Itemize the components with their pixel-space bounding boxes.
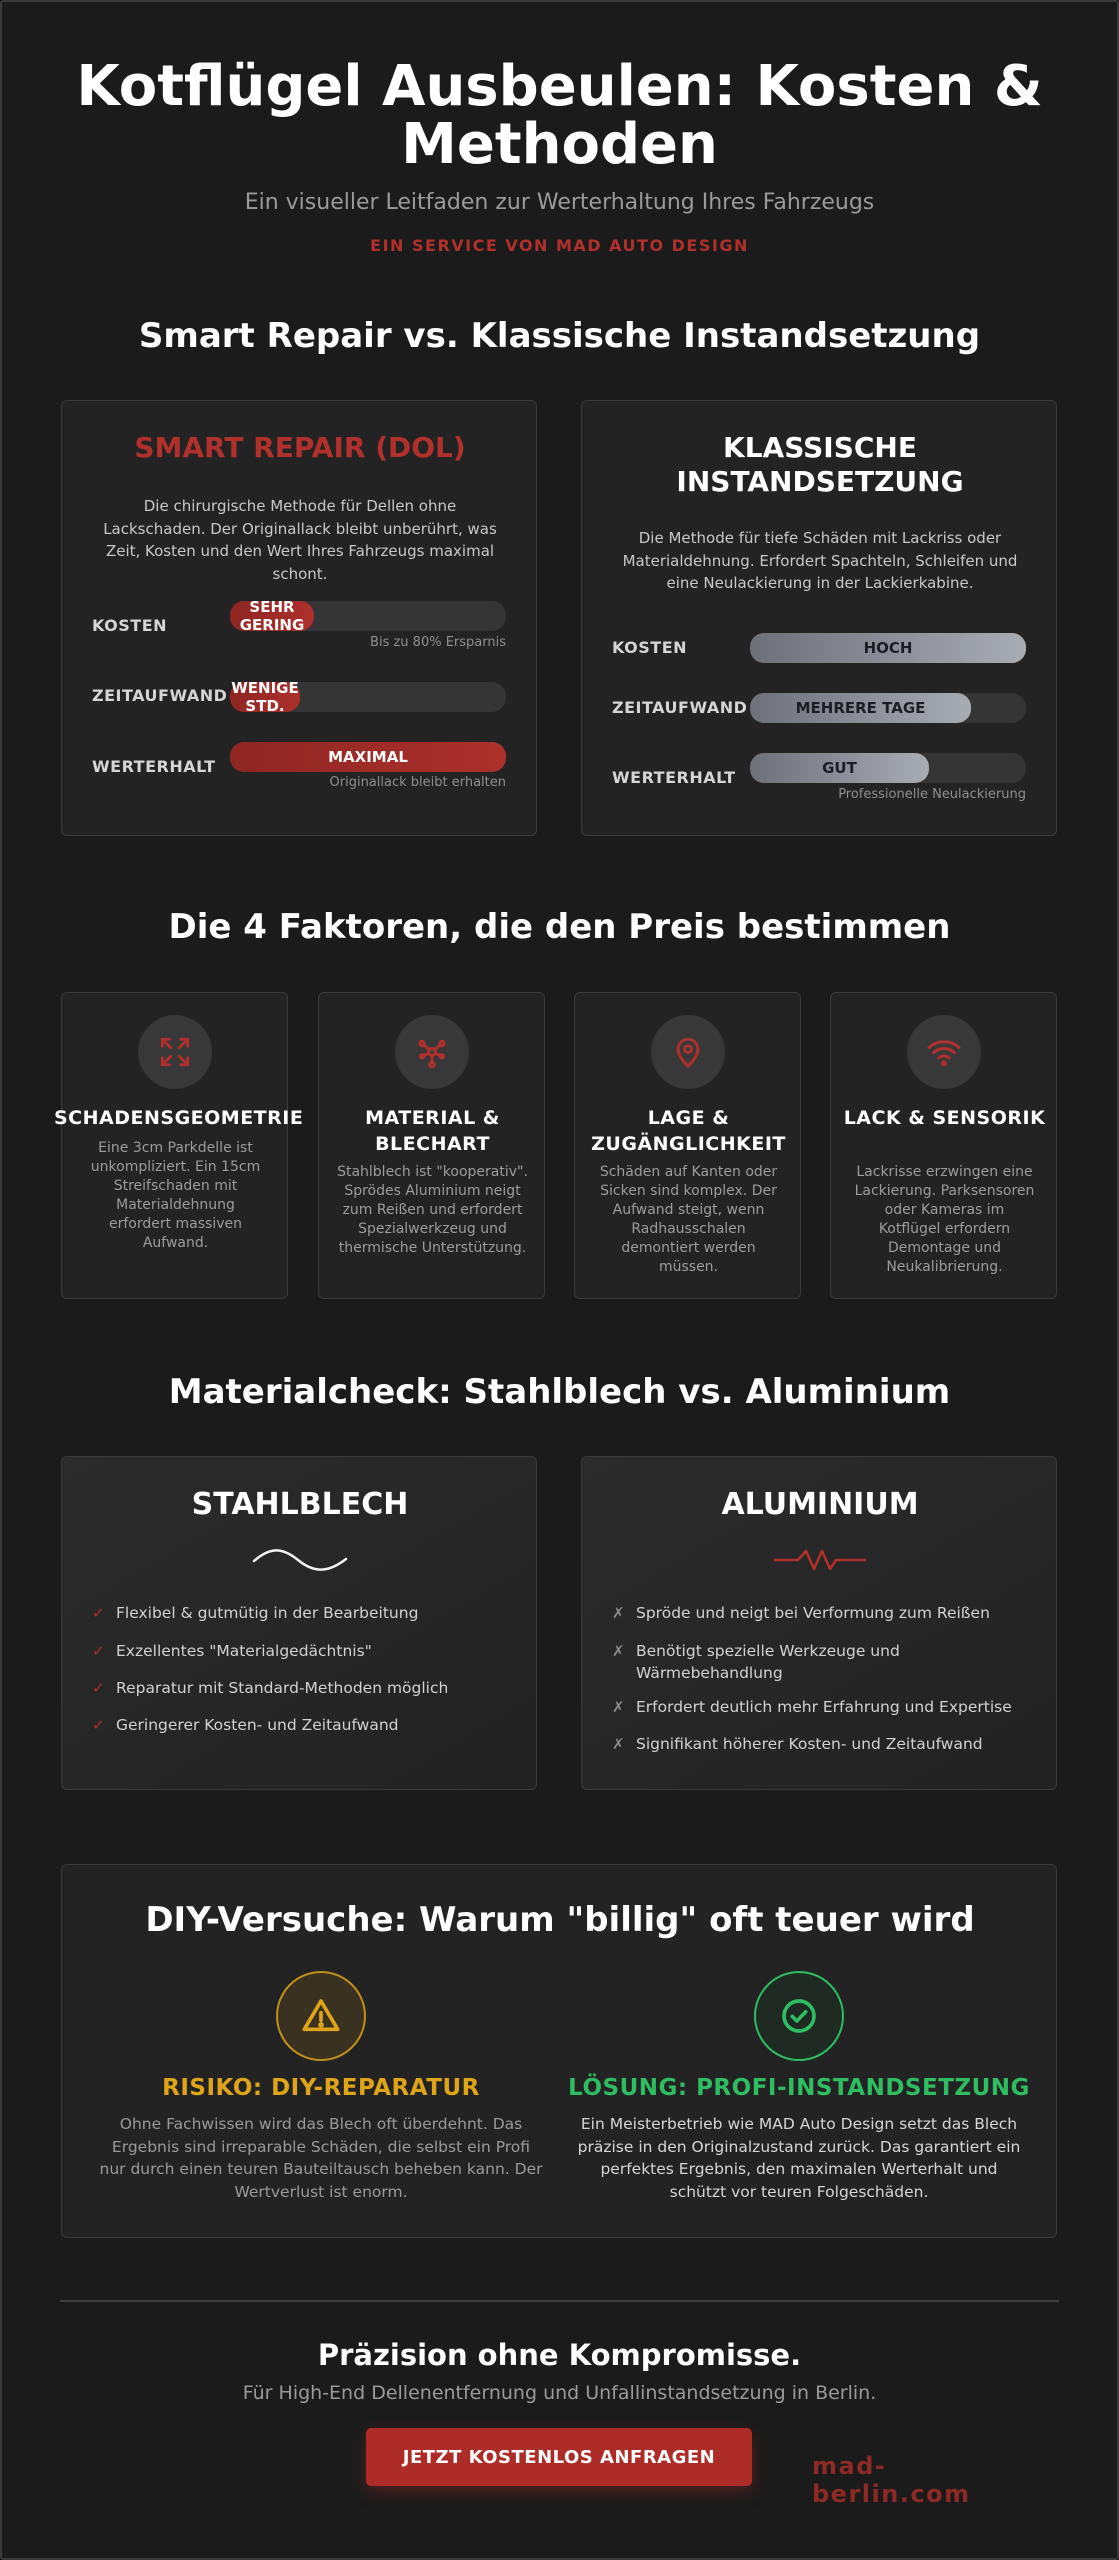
- expand-arrows-icon: [138, 1015, 212, 1089]
- classic-werterhalt-label: WERTERHALT: [612, 768, 736, 787]
- diy-card: [61, 1864, 1057, 2238]
- factor-description: Eine 3cm Parkdelle ist unkompliziert. Ein 15cm Streifschaden mit Materialdehnung erfordert massiven Aufwand.: [90, 1140, 261, 1251]
- classic-repair-title: KLASSISCHE INSTANDSETZUNG: [676, 431, 964, 498]
- request-quote-button[interactable]: JETZT KOSTENLOS ANFRAGEN: [366, 2428, 752, 2486]
- diy-risk-title: RISIKO: DIY-REPARATUR: [162, 2075, 480, 2101]
- classic-repair-description: Die Methode für tiefe Schäden mit Lackriss oder Materialdehnung. Erfordert Spachteln, Schleifen und eine Neulackierung in der Lackierkabine.: [622, 529, 1018, 592]
- smart-zeit-label: ZEITAUFWAND: [92, 686, 228, 705]
- page-subtitle: Ein visueller Leitfaden zur Werterhaltung Ihres Fahrzeugs: [244, 190, 875, 215]
- zigzag-crack-icon: [772, 1545, 868, 1579]
- smart-werterhalt-track: [230, 742, 506, 772]
- compare-section-title: Smart Repair vs. Klassische Instandsetzung: [138, 316, 981, 356]
- factor-description: Lackrisse erzwingen eine Lackierung. Parksensoren oder Kameras im Kotflügel erfordern Demontage und Neukalibrierung.: [854, 1164, 1035, 1275]
- diy-risk-text: Ohne Fachwissen wird das Blech oft überdehnt. Das Ergebnis sind irreparable Schäden, die selbst ein Profi nur durch einen teuren Bauteiltausch beheben kann. Der Wertverlust ist enorm.: [99, 2115, 543, 2201]
- factor-card: [830, 992, 1057, 1299]
- cross-icon: ✗: [612, 1604, 625, 1622]
- diy-title: DIY-Versuche: Warum "billig" oft teuer wird: [145, 1900, 975, 1940]
- steel-title: STAHLBLECH: [191, 1487, 409, 1522]
- smooth-wave-icon: [252, 1547, 348, 1577]
- aluminium-drawback: ✗ Erfordert deutlich mehr Erfahrung und Expertise: [612, 1698, 1012, 1716]
- warning-triangle-icon: [276, 1971, 366, 2061]
- smart-kosten-track: [230, 598, 506, 634]
- factor-description: Stahlblech ist "kooperativ". Sprödes Aluminium neigt zum Reißen und erfordert Spezialwerkzeug und thermische Unterstützung.: [337, 1164, 528, 1256]
- brand-logo-text: mad-berlin.com: [812, 2452, 971, 2508]
- map-pin-icon: [651, 1015, 725, 1089]
- smart-zeit-bar: WENIGE STD.: [231, 679, 299, 715]
- factor-title: MATERIAL & BLECHART: [365, 1107, 500, 1155]
- cross-icon: ✗: [612, 1735, 625, 1753]
- smart-kosten-bar: SEHR GERING: [230, 601, 314, 631]
- factor-card: [574, 992, 801, 1299]
- checkmark-icon: ✓: [92, 1642, 105, 1660]
- smart-repair-description: Die chirurgische Methode für Dellen ohne Lackschaden. Der Originallack bleibt unberührt, was Zeit, Kosten und den Wert Ihres Fahrzeugs maximal schont.: [103, 497, 497, 583]
- smart-kosten-note: Bis zu 80% Ersparnis: [370, 635, 506, 650]
- classic-zeit-bar: MEHRERE TAGE: [750, 693, 971, 723]
- smart-werterhalt-label: WERTERHALT: [92, 757, 216, 776]
- smart-repair-card: [61, 400, 537, 836]
- diy-solution-text: Ein Meisterbetrieb wie MAD Auto Design setzt das Blech präzise in den Originalzustand zurück. Das garantiert ein perfektes Ergebnis, den maximalen Werterhalt und schützt vor teuren Folgeschäden.: [577, 2115, 1021, 2201]
- wifi-signal-icon: [907, 1015, 981, 1089]
- checkmark-icon: ✓: [92, 1604, 105, 1622]
- check-circle-icon: [754, 1971, 844, 2061]
- aluminium-title: ALUMINIUM: [721, 1487, 919, 1522]
- steel-feature: ✓ Exzellentes "Materialgedächtnis": [92, 1642, 372, 1660]
- classic-kosten-label: KOSTEN: [612, 638, 688, 657]
- classic-werterhalt-bar: GUT: [750, 753, 929, 783]
- steel-feature: ✓ Reparatur mit Standard-Methoden möglich: [92, 1679, 449, 1697]
- classic-werterhalt-note: Professionelle Neulackierung: [838, 787, 1026, 802]
- aluminium-drawback: ✗ Spröde und neigt bei Verformung zum Reißen: [612, 1604, 990, 1622]
- footer-subtitle: Für High-End Dellenentfernung und Unfallinstandsetzung in Berlin.: [242, 2382, 877, 2404]
- steel-card: [61, 1456, 537, 1790]
- cross-icon: ✗: [612, 1698, 625, 1716]
- aluminium-drawback: ✗ Benötigt spezielle Werkzeuge und Wärmebehandlung: [612, 1642, 900, 1682]
- diy-solution-title: LÖSUNG: PROFI-INSTANDSETZUNG: [568, 2075, 1030, 2101]
- steel-feature: ✓ Geringerer Kosten- und Zeitaufwand: [92, 1716, 399, 1734]
- classic-zeit-track: [750, 693, 1026, 723]
- factor-title: LACK & SENSORIK: [843, 1107, 1046, 1129]
- classic-repair-card: [581, 400, 1057, 836]
- factor-description: Schäden auf Kanten oder Sicken sind komplex. Der Aufwand steigt, wenn Radhausschalen demontiert werden müssen.: [599, 1164, 778, 1275]
- smart-werterhalt-note: Originallack bleibt erhalten: [329, 775, 506, 790]
- steel-feature: ✓ Flexibel & gutmütig in der Bearbeitung: [92, 1604, 419, 1622]
- molecule-icon: [395, 1015, 469, 1089]
- classic-werterhalt-track: [750, 753, 1026, 783]
- divider: [60, 2300, 1059, 2302]
- factor-title: SCHADENSGEOMETRIE: [54, 1107, 304, 1129]
- cross-icon: ✗: [612, 1642, 625, 1660]
- smart-werterhalt-bar: MAXIMAL: [230, 742, 506, 772]
- materials-section-title: Materialcheck: Stahlblech vs. Aluminium: [168, 1372, 951, 1412]
- factor-card: [54, 992, 304, 1299]
- classic-kosten-bar: HOCH: [750, 633, 1026, 663]
- service-kicker: EIN SERVICE VON MAD AUTO DESIGN: [370, 236, 749, 255]
- smart-repair-title: SMART REPAIR (DOL): [134, 431, 466, 464]
- factors-section-title: Die 4 Faktoren, die den Preis bestimmen: [168, 907, 951, 947]
- factor-card: [318, 992, 545, 1299]
- smart-zeit-track: [230, 679, 506, 715]
- aluminium-drawback: ✗ Signifikant höherer Kosten- und Zeitaufwand: [612, 1735, 983, 1753]
- checkmark-icon: ✓: [92, 1679, 105, 1697]
- classic-zeit-label: ZEITAUFWAND: [612, 698, 748, 717]
- classic-kosten-track: [750, 633, 1026, 663]
- smart-kosten-label: KOSTEN: [92, 616, 168, 635]
- factor-title: LAGE & ZUGÄNGLICHKEIT: [591, 1107, 786, 1155]
- page-title: Kotflügel Ausbeulen: Kosten & Methoden: [76, 54, 1043, 177]
- aluminium-card: [581, 1456, 1057, 1790]
- footer-title: Präzision ohne Kompromisse.: [317, 2338, 802, 2372]
- checkmark-icon: ✓: [92, 1716, 105, 1734]
